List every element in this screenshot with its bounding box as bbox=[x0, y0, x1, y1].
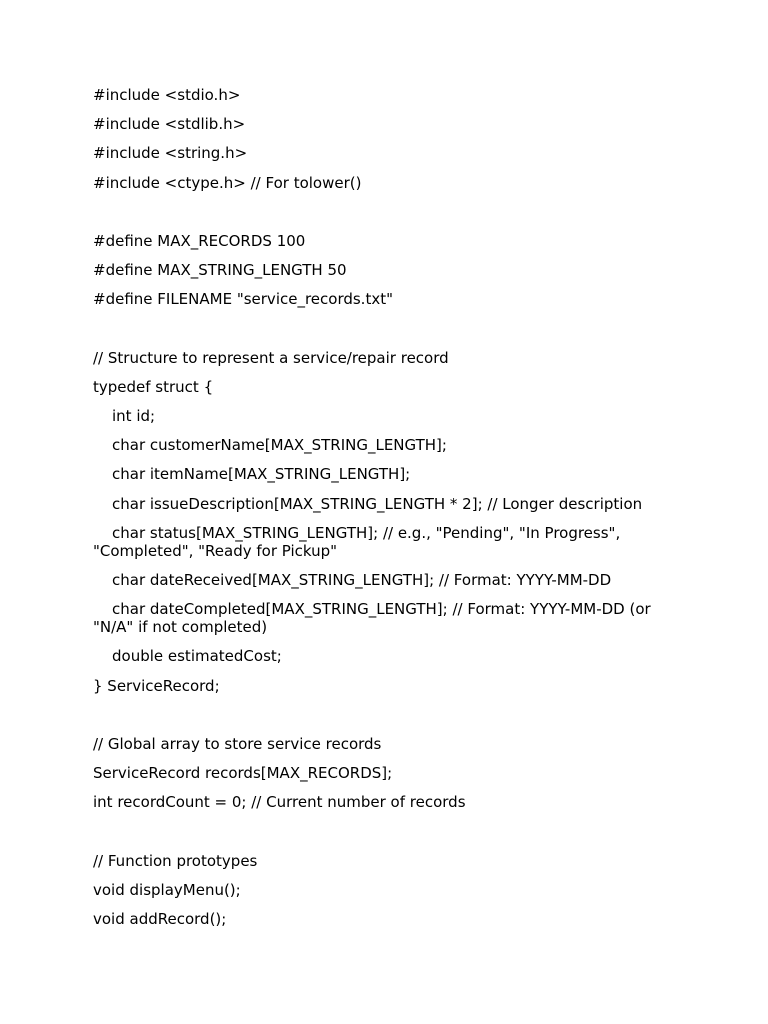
blank-line bbox=[93, 320, 683, 338]
code-line-text: char status[MAX_STRING_LENGTH]; // e.g., "Pending", "In Progress", "Completed", "Ready for Pickup" bbox=[93, 523, 625, 560]
code-line: #include <stdio.h> bbox=[93, 86, 241, 104]
code-line bbox=[93, 495, 683, 513]
code-line-text: char dateReceived[MAX_STRING_LENGTH]; // Format: YYYY-MM-DD bbox=[112, 571, 612, 589]
code-line: // Global array to store service records bbox=[93, 734, 382, 753]
code-line bbox=[93, 571, 683, 589]
code-line: void addRecord(); bbox=[93, 910, 227, 929]
code-line: // Structure to represent a service/repair record bbox=[93, 348, 449, 367]
code-line: typedef struct { bbox=[93, 377, 214, 396]
code-line bbox=[93, 465, 683, 483]
code-line bbox=[93, 600, 683, 636]
code-line-text: char dateCompleted[MAX_STRING_LENGTH]; // Format: YYYY-MM-DD (or "N/A" if not completed) bbox=[93, 600, 656, 637]
blank-line bbox=[93, 203, 683, 221]
code-line-text: int id; bbox=[112, 407, 156, 426]
code-line: int recordCount = 0; // Current number of records bbox=[93, 793, 466, 812]
code-line-text: double estimatedCost; bbox=[112, 647, 282, 666]
code-line: #include <string.h> bbox=[93, 144, 248, 163]
code-line: #define MAX_RECORDS 100 bbox=[93, 231, 306, 250]
code-line bbox=[93, 436, 683, 454]
code-line bbox=[93, 524, 683, 560]
blank-line bbox=[93, 823, 683, 841]
code-line: void displayMenu(); bbox=[93, 880, 241, 899]
code-line-text: char itemName[MAX_STRING_LENGTH]; bbox=[112, 465, 411, 484]
code-line-text: char customerName[MAX_STRING_LENGTH]; bbox=[112, 436, 447, 455]
code-line bbox=[93, 647, 683, 665]
blank-line bbox=[93, 706, 683, 724]
code-line-text: char issueDescription[MAX_STRING_LENGTH * 2]; // Longer description bbox=[112, 494, 643, 513]
code-line: #define MAX_STRING_LENGTH 50 bbox=[93, 261, 347, 280]
code-line: #define FILENAME "service_records.txt" bbox=[93, 290, 393, 309]
code-line: ServiceRecord records[MAX_RECORDS]; bbox=[93, 764, 393, 783]
code-line: // Function prototypes bbox=[93, 851, 258, 870]
code-line: } ServiceRecord; bbox=[93, 676, 220, 695]
code-line bbox=[93, 407, 683, 425]
code-line: #include <stdlib.h> bbox=[93, 115, 246, 134]
code-listing bbox=[93, 86, 683, 939]
code-line: #include <ctype.h> // For tolower() bbox=[93, 173, 362, 192]
